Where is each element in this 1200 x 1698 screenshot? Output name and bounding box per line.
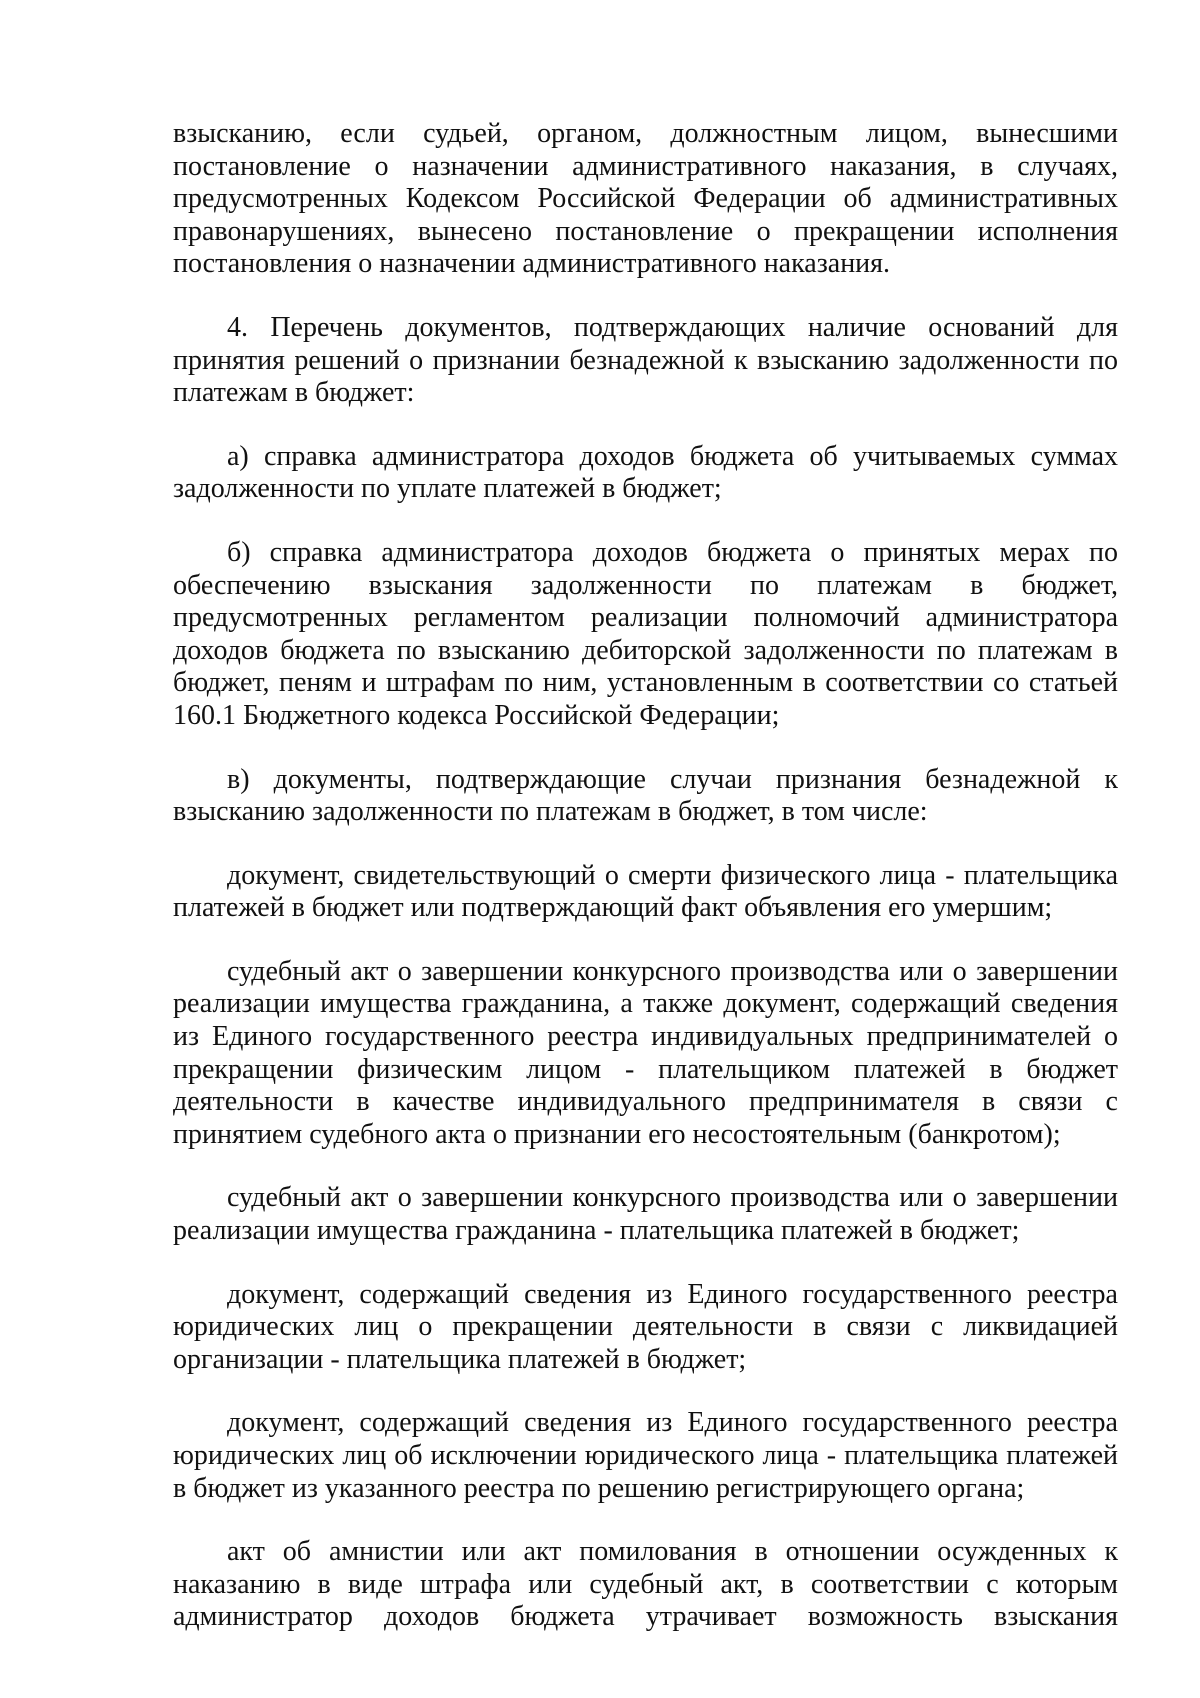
paragraph-liquidation: документ, содержащий сведения из Единого государственного реестра юридических лиц о прекращении деятельности в связи с ликвидацией организации - плательщика платежей в бюджет; [173,1278,1118,1375]
paragraph-item-b: б) справка администратора доходов бюджета о принятых мерах по обеспечению взыскания задолженности по платежам в бюджет, предусмотренных регламентом реализации полномочий администратора доходов бюджета по взысканию дебиторской задолженности по платежам в бюджет, пеням и штрафам по ним, установленным в соответствии со статьей 160.1 Бюджетного кодекса Российской Федерации; [173,536,1118,731]
paragraph-exclusion: документ, содержащий сведения из Единого государственного реестра юридических лиц об исключении юридического лица - плательщика платежей в бюджет из указанного реестра по решению регистрирующего органа; [173,1407,1118,1504]
paragraph-item-a: а) справка администратора доходов бюджета об учитываемых суммах задолженности по уплате платежей в бюджет; [173,440,1118,505]
paragraph-item-v: в) документы, подтверждающие случаи признания безнадежной к взысканию задолженности по платежам в бюджет, в том числе: [173,763,1118,828]
document-body [173,118,1118,1634]
paragraph-bankruptcy-entrepreneur: судебный акт о завершении конкурсного производства или о завершении реализации имущества гражданина, а также документ, содержащий сведения из Единого государственного реестра индивидуальных предпринимателей о прекращении физическим лицом - плательщиком платежей в бюджет деятельности в качестве индивидуального предпринимателя в связи с принятием судебного акта о признании его несостоятельным (банкротом); [173,955,1118,1150]
paragraph-amnesty: акт об амнистии или акт помилования в отношении осужденных к наказанию в виде штрафа или судебный акт, в соответствии с которым администратор доходов бюджета утрачивает возможность взыскания [173,1536,1118,1633]
paragraph-item-4: 4. Перечень документов, подтверждающих наличие оснований для принятия решений о признании безнадежной к взысканию задолженности по платежам в бюджет: [173,311,1118,409]
paragraph-continuation: взысканию, если судьей, органом, должностным лицом, вынесшими постановление о назначении административного наказания, в случаях, предусмотренных Кодексом Российской Федерации об административных правонарушениях, вынесено постановление о прекращении исполнения постановления о назначении административного наказания. [173,118,1118,280]
paragraph-death-document: документ, свидетельствующий о смерти физического лица - плательщика платежей в бюджет или подтверждающий факт объявления его умершим; [173,859,1118,924]
paragraph-bankruptcy-citizen: судебный акт о завершении конкурсного производства или о завершении реализации имущества гражданина - плательщика платежей в бюджет; [173,1182,1118,1247]
